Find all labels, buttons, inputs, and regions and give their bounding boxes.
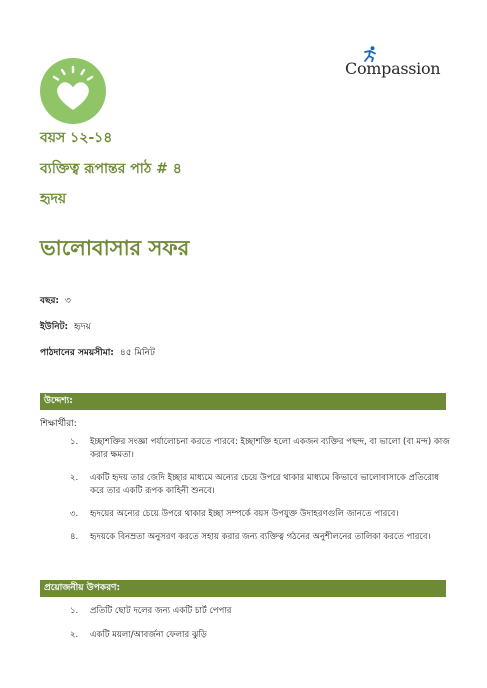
- meta-time-label: পাঠদানের সময়সীমা:: [40, 348, 114, 358]
- meta-time-value: ৪৫ মিনিট: [119, 348, 155, 358]
- heart-in-circle-icon: [40, 58, 106, 124]
- compassion-logo: [345, 46, 445, 82]
- list-number: ১.: [70, 437, 79, 447]
- list-number: ৪.: [70, 532, 79, 542]
- unit-heading: হৃদয়: [40, 191, 67, 207]
- list-number: ৩.: [70, 509, 79, 519]
- list-text: হৃদয়ের অন্যের চেয়ে উপরে থাকার ইচ্ছা সম্পর্কে বয়স উপযুক্ত উদাহরণগুলি জানতে পারবে।: [90, 509, 399, 519]
- meta-year-label: বছর:: [40, 296, 60, 306]
- list-text: একটি ময়লা/আবর্জনা ফেলার ঝুড়ি: [90, 630, 207, 640]
- list-item: [40, 531, 450, 544]
- meta-year-value: ৩: [65, 296, 71, 306]
- meta-time: [40, 345, 155, 360]
- meta-unit: [40, 319, 91, 334]
- list-item: [40, 629, 450, 642]
- logo-wordmark: Compassion: [345, 59, 441, 78]
- age-range: বয়স ১২-১৪: [40, 130, 113, 146]
- lesson-series: ব্যক্তিত্ব রূপান্তর পাঠ # ৪: [40, 161, 182, 177]
- meta-unit-value: হৃদয়: [74, 322, 91, 332]
- list-number: ২.: [70, 630, 79, 640]
- list-item: [40, 508, 450, 521]
- objectives-list: [40, 436, 450, 554]
- list-item: [40, 472, 450, 498]
- list-item: [40, 605, 450, 618]
- materials-heading: প্রয়োজনীয় উপকরণ:: [40, 580, 446, 597]
- meta-year: [40, 293, 71, 308]
- list-text: ইচ্ছাশক্তির সংজ্ঞা পর্যালোচনা করতে পারবে: ইচ্ছাশক্তি হলো একজন ব্যক্তির পছন্দ, বা ভালো (বা মন্দ) কাজ করার ক্ষমতা।: [90, 437, 450, 460]
- list-number: ২.: [70, 473, 79, 483]
- objectives-heading: উদ্দেশ্য:: [40, 393, 446, 410]
- list-number: ১.: [70, 606, 79, 616]
- list-text: প্রতিটি ছোট দলের জন্য একটি চার্ট পেপার: [90, 606, 232, 616]
- list-text: হৃদয়কে বিনম্রতা অনুসরণ করতে সহায় করার জন্য ব্যক্তিত্ব গঠনের অনুশীলনের তালিকা করতে পারবে।: [90, 532, 431, 542]
- page-title: ভালোবাসার সফর: [40, 236, 190, 260]
- list-text: একটি হৃদয় তার জেদি ইচ্ছার মাধ্যমে অন্যের চেয়ে উপরে থাকার মাধ্যমে কিভাবে ভালোবাসাকে প্রতিরোধ করে তার একটি রূপক কাহিনী শুনবে।: [90, 473, 440, 496]
- materials-list: [40, 605, 450, 653]
- meta-unit-label: ইউনিট:: [40, 322, 69, 332]
- list-item: [40, 436, 450, 462]
- learners-intro: শিক্ষার্থীরা:: [40, 419, 77, 429]
